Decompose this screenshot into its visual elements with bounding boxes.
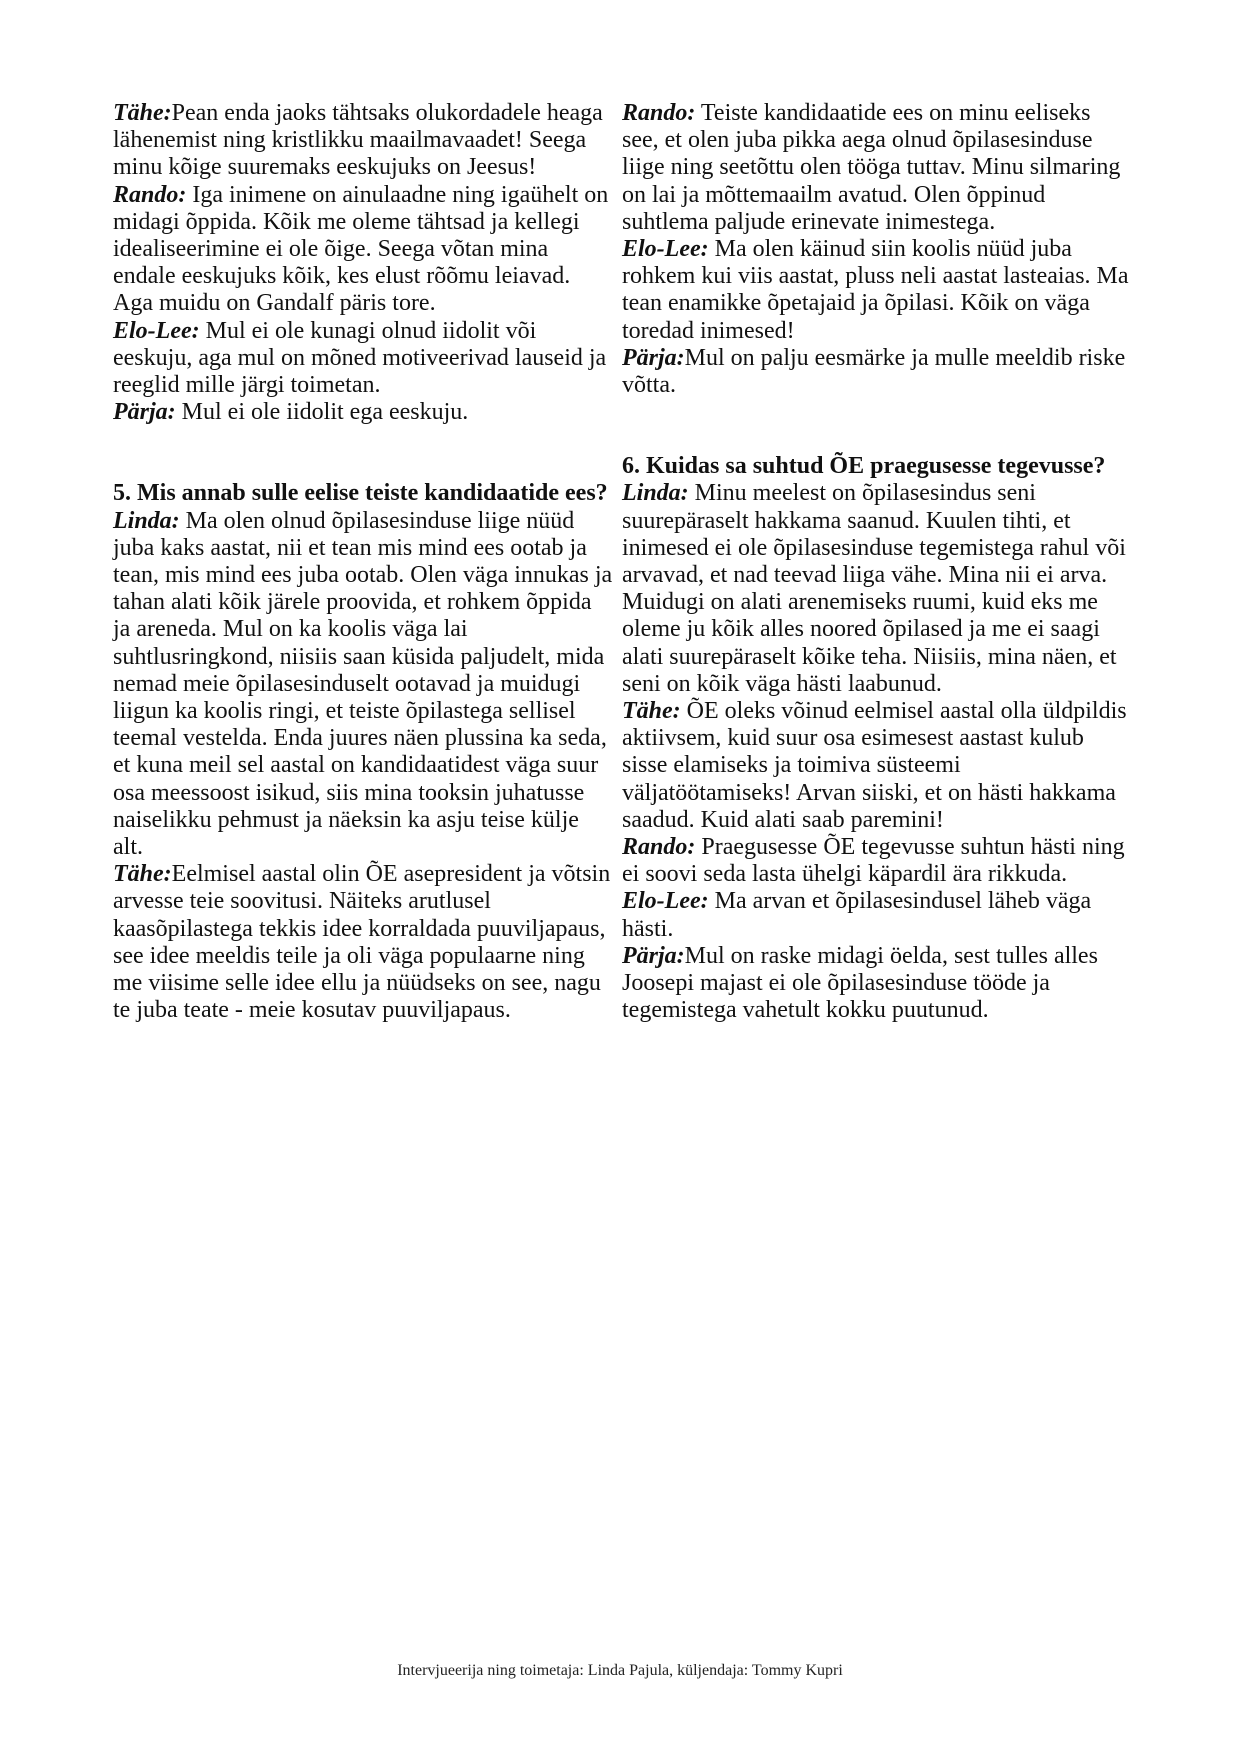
- speaker-name: Linda:: [113, 507, 180, 534]
- answer-elo-lee-q6: [622, 888, 1132, 942]
- speaker-name: Rando:: [113, 181, 187, 208]
- answer-text: Eelmisel aastal olin ÕE asepresident ja võtsin arvesse teie soovitusi. Näiteks arutlusel kaasõpilastega tekkis idee korraldada puuviljapaus, see idee meeldis teile ja oli väga populaarne ning me viisime selle idee ellu ja nüüdseks on see, nagu te juba teate - meie kosutav puuviljapaus.: [113, 861, 611, 1024]
- answer-parja-q4: [113, 399, 613, 426]
- answer-text: Mul ei ole iidolit ega eeskuju.: [175, 399, 469, 426]
- answer-parja-q6: [622, 943, 1132, 1025]
- speaker-name: Elo-Lee:: [622, 236, 709, 263]
- speaker-name: Rando:: [622, 834, 696, 861]
- answer-text: Ma arvan et õpilasesindusel läheb väga hästi.: [622, 888, 1092, 942]
- speaker-name: Elo-Lee:: [113, 317, 200, 344]
- answer-rando-q5: [622, 100, 1132, 236]
- answer-text: Iga inimene on ainulaadne ning igaühelt on midagi õppida. Kõik me oleme tähtsad ja kellegi idealiseerimine ei ole õige. Seega võtan mina endale eeskujuks kõik, kes elust rõõmu leiavad. Aga muidu on Gandalf päris tore.: [113, 181, 609, 317]
- answer-text: ÕE oleks võinud eelmisel aastal olla üldpildis aktiivsem, kuid suur osa esimesest aastast kulub sisse elamiseks ja toimiva süsteemi väljatöötamiseks! Arvan siiski, et on hästi hakkama saadud. Kuid alati saab paremini!: [622, 698, 1127, 833]
- answer-elo-lee-q5: [622, 236, 1132, 345]
- answer-text: Mul on raske midagi öelda, sest tulles alles Joosepi majast ei ole õpilasesinduse tööde ja tegemistega vahetult kokku puutunud.: [622, 942, 1098, 1024]
- answer-tahe-q4: [113, 100, 613, 182]
- section-spacer: [622, 399, 1132, 453]
- speaker-name: Tähe:: [622, 698, 681, 725]
- right-column: [622, 100, 1132, 1025]
- speaker-name: Pärja:: [113, 399, 176, 426]
- answer-text: Praegusesse ÕE tegevusse suhtun hästi ning ei soovi seda lasta ühelgi käpardil ära rikkuda.: [622, 834, 1125, 888]
- answer-linda-q5: [113, 508, 613, 862]
- answer-text: Ma olen käinud siin koolis nüüd juba rohkem kui viis aastat, pluss neli aastat lasteaias. Ma tean enamikke õpetajaid ja õpilasi. Kõik on väga toredad inimesed!: [622, 236, 1129, 344]
- answer-text: Mul ei ole kunagi olnud iidolit või eeskuju, aga mul on mõned motiveerivad lauseid ja reeglid mille järgi toimetan.: [113, 317, 607, 399]
- speaker-name: Linda:: [622, 480, 689, 507]
- left-column: [113, 100, 613, 1025]
- speaker-name: Tähe:: [113, 861, 172, 888]
- answer-text: Teiste kandidaatide ees on minu eeliseks see, et olen juba pikka aega olnud õpilasesinduse liige ning seetõttu olen tööga tuttav. Minu silmaring on lai ja mõttemaailm avatud. Olen õppinud suhtlema paljude erinevate inimestega.: [622, 100, 1121, 235]
- page-footer-credits: Intervjueerija ning toimetaja: Linda Pajula, küljendaja: Tommy Kupri: [397, 1662, 843, 1679]
- answer-rando-q4: [113, 182, 613, 318]
- speaker-name: Rando:: [622, 100, 696, 126]
- answer-text: Pean enda jaoks tähtsaks olukordadele heaga lähenemist ning kristlikku maailmavaadet! Seega minu kõige suuremaks eeskujuks on Jeesus!: [113, 100, 603, 181]
- answer-text: Mul on palju eesmärke ja mulle meeldib riske võtta.: [622, 344, 1126, 399]
- answer-tahe-q6: [622, 698, 1132, 834]
- section-spacer: [113, 426, 613, 480]
- speaker-name: Pärja:: [622, 942, 685, 969]
- answer-tahe-q5: [113, 861, 613, 1024]
- answer-rando-q6: [622, 834, 1132, 888]
- question-5-heading: 5. Mis annab sulle eelise teiste kandidaatide ees?: [113, 480, 608, 507]
- answer-linda-q6: [622, 480, 1132, 698]
- answer-text: Ma olen olnud õpilasesinduse liige nüüd juba kaks aastat, nii et tean mis mind ees ootab ja tean, mis mind ees juba ootab. Olen väga innukas ja tahan alati kõik järele proovida, et rohkem õppida ja areneda. Mul on ka koolis väga lai suhtlusringkond, niisiis saan küsida paljudelt, mida nemad meie õpilasesinduselt ootavad ja muidugi liigun ka koolis ringi, et teiste õpilastega sellisel teemal vestelda. Enda juures näen plussina ka seda, et kuna meil sel aastal on kandidaatidest väga suur osa meessoost isikud, siis mina tooksin juhatusse naiselikku pehmust ja näeksin ka asju teise külje alt.: [113, 507, 613, 861]
- speaker-name: Pärja:: [622, 344, 685, 371]
- speaker-name: Tähe:: [113, 100, 172, 126]
- answer-elo-lee-q4: [113, 318, 613, 400]
- speaker-name: Elo-Lee:: [622, 888, 709, 915]
- question-6-heading: 6. Kuidas sa suhtud ÕE praegusesse tegevusse?: [622, 453, 1106, 480]
- answer-parja-q5: [622, 345, 1132, 399]
- answer-text: Minu meelest on õpilasesindus seni suurepäraselt hakkama saanud. Kuulen tihti, et inimesed ei ole õpilasesinduse tegemistega rahul või arvavad, et nad teevad liiga vähe. Mina nii ei arva. Muidugi on alati arenemiseks ruumi, kuid eks me oleme ju kõik alles noored õpilased ja me ei saagi alati suurepäraselt kõike teha. Niisiis, mina näen, et seni on kõik väga hästi laabunud.: [622, 480, 1126, 697]
